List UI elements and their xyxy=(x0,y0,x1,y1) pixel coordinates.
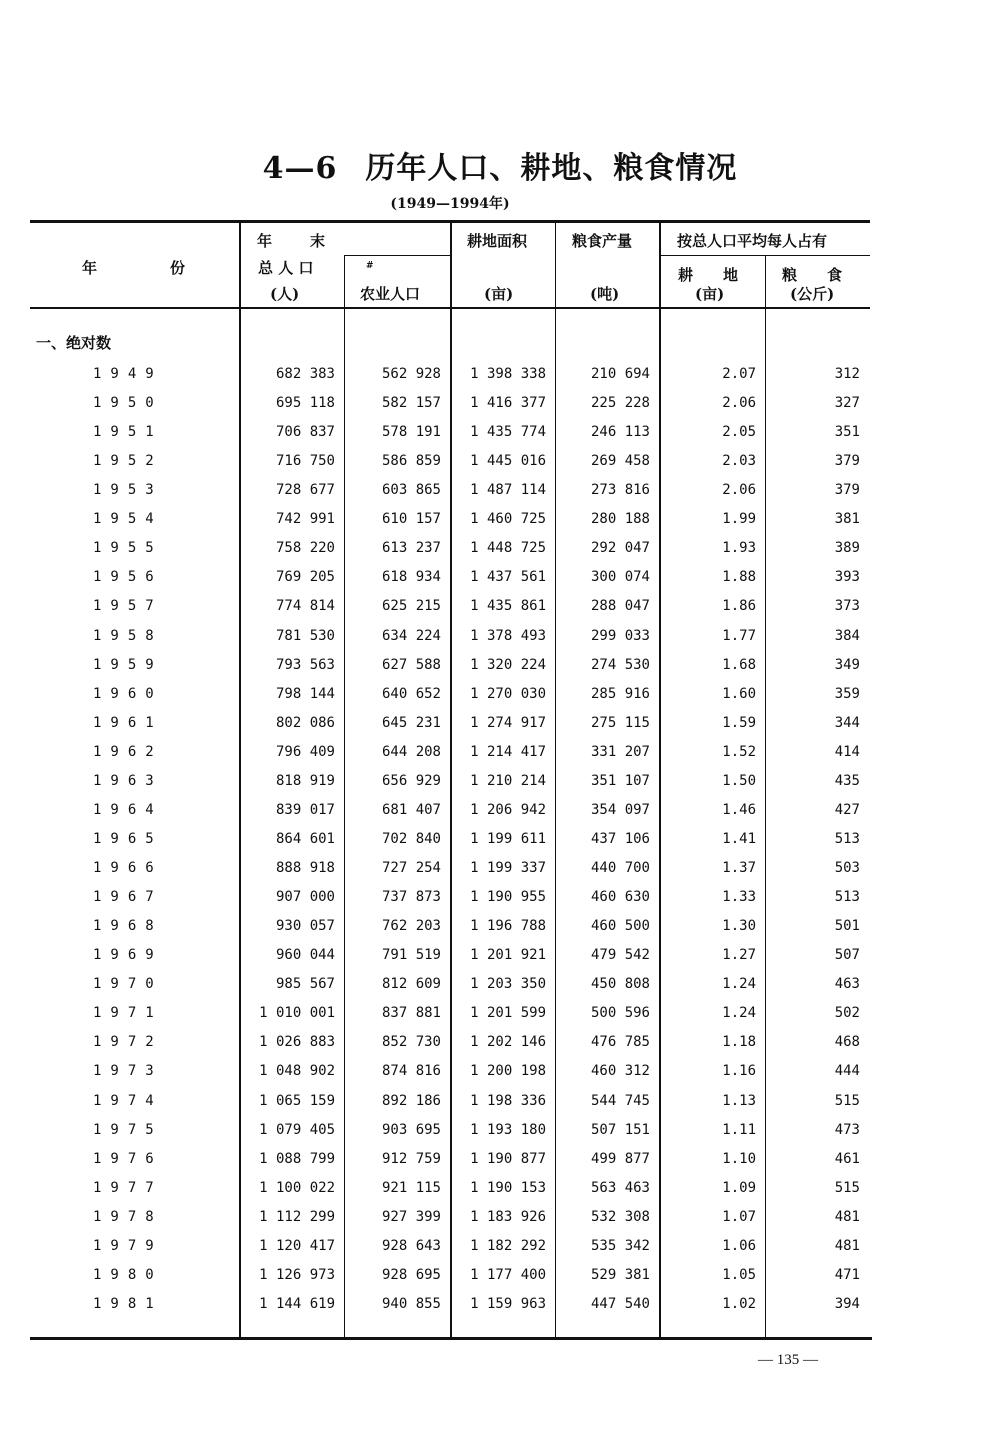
year-cell: 1963 xyxy=(93,772,163,789)
agri-pop-cell: 892 186 xyxy=(381,1092,441,1109)
grain-per-capita-cell: 384 xyxy=(834,627,860,644)
total-pop-cell: 1 144 619 xyxy=(259,1295,335,1312)
grain-per-capita-cell: 414 xyxy=(834,743,860,760)
land-area-cell: 1 435 774 xyxy=(470,424,546,441)
agri-pop-cell: 940 855 xyxy=(381,1295,441,1312)
land-per-capita-cell: 1.24 xyxy=(722,976,756,993)
grain-per-capita-cell: 351 xyxy=(834,424,860,441)
agri-pop-cell: 625 215 xyxy=(381,598,441,615)
land-area-cell: 1 201 599 xyxy=(470,1005,546,1022)
land-per-capita-cell: 1.30 xyxy=(722,918,756,935)
grain-output-cell: 460 500 xyxy=(590,918,650,935)
grain-output-cell: 529 381 xyxy=(590,1266,650,1283)
grain-per-capita-cell: 379 xyxy=(834,453,860,470)
agri-pop-cell: 627 588 xyxy=(381,656,441,673)
grain-output-cell: 246 113 xyxy=(590,424,650,441)
header-total-pop-unit: (人) xyxy=(270,285,300,303)
agri-pop-cell: 921 115 xyxy=(381,1179,441,1196)
agri-pop-cell: 927 399 xyxy=(381,1208,441,1225)
grain-output-cell: 280 188 xyxy=(590,511,650,528)
land-per-capita-cell: 1.41 xyxy=(722,830,756,847)
land-area-cell: 1 199 337 xyxy=(470,860,546,877)
agri-pop-cell: 928 643 xyxy=(381,1237,441,1254)
land-area-cell: 1 159 963 xyxy=(470,1295,546,1312)
year-cell: 1973 xyxy=(93,1063,163,1080)
year-cell: 1970 xyxy=(93,976,163,993)
agri-pop-cell: 618 934 xyxy=(381,569,441,586)
year-cell: 1981 xyxy=(93,1295,163,1312)
agri-pop-cell: 640 652 xyxy=(381,685,441,702)
grain-per-capita-cell: 373 xyxy=(834,598,860,615)
land-per-capita-cell: 2.05 xyxy=(722,424,756,441)
grain-per-capita-cell: 515 xyxy=(834,1179,860,1196)
agri-pop-cell: 837 881 xyxy=(381,1005,441,1022)
total-pop-cell: 1 088 799 xyxy=(259,1150,335,1167)
header-land-pc: 耕 地 xyxy=(678,266,739,284)
grain-per-capita-cell: 444 xyxy=(834,1063,860,1080)
grain-output-cell: 479 542 xyxy=(590,947,650,964)
agri-pop-cell: 603 865 xyxy=(381,482,441,499)
grain-output-cell: 331 207 xyxy=(590,743,650,760)
grain-per-capita-cell: 502 xyxy=(834,1005,860,1022)
land-area-cell: 1 378 493 xyxy=(470,627,546,644)
grain-output-cell: 269 458 xyxy=(590,453,650,470)
agri-pop-cell: 727 254 xyxy=(381,860,441,877)
total-pop-cell: 742 991 xyxy=(275,511,335,528)
grain-output-cell: 299 033 xyxy=(590,627,650,644)
total-pop-cell: 1 026 883 xyxy=(259,1034,335,1051)
total-pop-cell: 1 126 973 xyxy=(259,1266,335,1283)
land-area-cell: 1 460 725 xyxy=(470,511,546,528)
agri-pop-cell: 645 231 xyxy=(381,714,441,731)
grain-per-capita-cell: 463 xyxy=(834,976,860,993)
total-pop-cell: 960 044 xyxy=(275,947,335,964)
grain-per-capita-cell: 427 xyxy=(834,801,860,818)
total-pop-cell: 907 000 xyxy=(275,889,335,906)
total-pop-cell: 798 144 xyxy=(275,685,335,702)
grain-per-capita-cell: 481 xyxy=(834,1208,860,1225)
agri-pop-cell: 852 730 xyxy=(381,1034,441,1051)
agri-pop-cell: 737 873 xyxy=(381,889,441,906)
year-cell: 1967 xyxy=(93,889,163,906)
total-pop-cell: 793 563 xyxy=(275,656,335,673)
land-per-capita-cell: 1.02 xyxy=(722,1295,756,1312)
grain-output-cell: 273 816 xyxy=(590,482,650,499)
grain-per-capita-cell: 381 xyxy=(834,511,860,528)
grain-per-capita-cell: 471 xyxy=(834,1266,860,1283)
year-cell: 1979 xyxy=(93,1237,163,1254)
agri-pop-cell: 928 695 xyxy=(381,1266,441,1283)
grain-output-cell: 292 047 xyxy=(590,540,650,557)
header-year-end-char2: 末 xyxy=(310,232,326,250)
grain-per-capita-cell: 513 xyxy=(834,830,860,847)
grain-per-capita-cell: 468 xyxy=(834,1034,860,1051)
land-area-cell: 1 201 921 xyxy=(470,947,546,964)
agri-pop-cell: 874 816 xyxy=(381,1063,441,1080)
land-per-capita-cell: 1.99 xyxy=(722,511,756,528)
grain-output-cell: 288 047 xyxy=(590,598,650,615)
header-land-unit: (亩) xyxy=(484,285,514,303)
grain-output-cell: 300 074 xyxy=(590,569,650,586)
total-pop-cell: 796 409 xyxy=(275,743,335,760)
year-cell: 1961 xyxy=(93,714,163,731)
header-grain-unit: (吨) xyxy=(590,285,620,303)
grain-output-cell: 460 312 xyxy=(590,1063,650,1080)
year-cell: 1955 xyxy=(93,540,163,557)
land-per-capita-cell: 1.50 xyxy=(722,772,756,789)
total-pop-cell: 802 086 xyxy=(275,714,335,731)
grain-output-cell: 225 228 xyxy=(590,395,650,412)
year-cell: 1953 xyxy=(93,482,163,499)
land-per-capita-cell: 1.88 xyxy=(722,569,756,586)
land-per-capita-cell: 1.11 xyxy=(722,1121,756,1138)
land-per-capita-cell: 2.06 xyxy=(722,482,756,499)
page-number: — 135 — xyxy=(758,1352,818,1368)
land-area-cell: 1 199 611 xyxy=(470,830,546,847)
land-area-cell: 1 183 926 xyxy=(470,1208,546,1225)
total-pop-cell: 781 530 xyxy=(275,627,335,644)
land-per-capita-cell: 1.60 xyxy=(722,685,756,702)
section-label: 一、绝对数 xyxy=(36,334,112,352)
land-per-capita-cell: 1.24 xyxy=(722,1005,756,1022)
agri-pop-cell: 656 929 xyxy=(381,772,441,789)
land-area-cell: 1 214 417 xyxy=(470,743,546,760)
grain-per-capita-cell: 389 xyxy=(834,540,860,557)
agri-pop-cell: 586 859 xyxy=(381,453,441,470)
land-per-capita-cell: 1.27 xyxy=(722,947,756,964)
year-cell: 1962 xyxy=(93,743,163,760)
year-cell: 1957 xyxy=(93,598,163,615)
land-per-capita-cell: 2.07 xyxy=(722,366,756,382)
land-area-cell: 1 198 336 xyxy=(470,1092,546,1109)
year-cell: 1956 xyxy=(93,569,163,586)
land-per-capita-cell: 2.03 xyxy=(722,453,756,470)
grain-per-capita-cell: 379 xyxy=(834,482,860,499)
grain-output-cell: 532 308 xyxy=(590,1208,650,1225)
land-area-cell: 1 274 917 xyxy=(470,714,546,731)
grain-output-cell: 476 785 xyxy=(590,1034,650,1051)
total-pop-cell: 930 057 xyxy=(275,918,335,935)
grain-output-cell: 354 097 xyxy=(590,801,650,818)
grain-per-capita-cell: 507 xyxy=(834,947,860,964)
land-per-capita-cell: 1.37 xyxy=(722,860,756,877)
land-area-cell: 1 190 877 xyxy=(470,1150,546,1167)
total-pop-cell: 839 017 xyxy=(275,801,335,818)
header-year-char2: 份 xyxy=(170,259,186,277)
year-cell: 1964 xyxy=(93,801,163,818)
grain-per-capita-cell: 344 xyxy=(834,714,860,731)
grain-output-cell: 274 530 xyxy=(590,656,650,673)
grain-output-cell: 440 700 xyxy=(590,860,650,877)
header-year-char1: 年 xyxy=(82,259,98,277)
table-title: 历年人口、耕地、粮食情况 xyxy=(365,151,738,186)
grain-output-cell: 437 106 xyxy=(590,830,650,847)
land-per-capita-cell: 1.46 xyxy=(722,801,756,818)
land-area-cell: 1 190 153 xyxy=(470,1179,546,1196)
agri-pop-cell: 582 157 xyxy=(381,395,441,412)
agri-pop-cell: 634 224 xyxy=(381,627,441,644)
grain-output-cell: 275 115 xyxy=(590,714,650,731)
land-per-capita-cell: 1.09 xyxy=(722,1179,756,1196)
land-area-cell: 1 210 214 xyxy=(470,772,546,789)
year-cell: 1951 xyxy=(93,424,163,441)
total-pop-cell: 695 118 xyxy=(275,395,335,412)
header-total-pop: 总 人 口 xyxy=(258,259,314,277)
land-area-cell: 1 445 016 xyxy=(470,453,546,470)
agri-pop-cell: 610 157 xyxy=(381,511,441,528)
grain-per-capita-cell: 312 xyxy=(834,366,860,382)
land-per-capita-cell: 1.10 xyxy=(722,1150,756,1167)
grain-output-cell: 210 694 xyxy=(590,366,650,382)
agri-pop-cell: 613 237 xyxy=(381,540,441,557)
bottom-rule xyxy=(30,1337,872,1340)
page-title xyxy=(0,143,1000,187)
grain-output-cell: 285 916 xyxy=(590,685,650,702)
grain-per-capita-cell: 473 xyxy=(834,1121,860,1138)
total-pop-cell: 985 567 xyxy=(275,976,335,993)
land-area-cell: 1 177 400 xyxy=(470,1266,546,1283)
header-grain-output: 粮食产量 xyxy=(572,232,633,250)
year-cell: 1972 xyxy=(93,1034,163,1051)
land-area-cell: 1 206 942 xyxy=(470,801,546,818)
total-pop-cell: 716 750 xyxy=(275,453,335,470)
land-per-capita-cell: 1.77 xyxy=(722,627,756,644)
year-cell: 1966 xyxy=(93,860,163,877)
total-pop-cell: 682 383 xyxy=(275,366,335,382)
land-area-cell: 1 196 788 xyxy=(470,918,546,935)
total-pop-cell: 769 205 xyxy=(275,569,335,586)
land-per-capita-cell: 1.16 xyxy=(722,1063,756,1080)
grain-per-capita-cell: 481 xyxy=(834,1237,860,1254)
land-area-cell: 1 190 955 xyxy=(470,889,546,906)
agri-pop-cell: 681 407 xyxy=(381,801,441,818)
header-agri-mark: # xyxy=(366,261,374,271)
year-cell: 1980 xyxy=(93,1266,163,1283)
table-number: 4—6 xyxy=(262,151,338,186)
year-cell: 1974 xyxy=(93,1092,163,1109)
year-cell: 1975 xyxy=(93,1121,163,1138)
grain-per-capita-cell: 394 xyxy=(834,1295,860,1312)
land-per-capita-cell: 1.68 xyxy=(722,656,756,673)
land-per-capita-cell: 1.33 xyxy=(722,889,756,906)
year-cell: 1954 xyxy=(93,511,163,528)
agri-pop-cell: 702 840 xyxy=(381,830,441,847)
header-grain-pc-unit: (公斤) xyxy=(790,285,835,303)
grain-output-cell: 447 540 xyxy=(590,1295,650,1312)
grain-output-cell: 507 151 xyxy=(590,1121,650,1138)
header-grain-pc: 粮 食 xyxy=(782,266,843,284)
land-area-cell: 1 270 030 xyxy=(470,685,546,702)
land-area-cell: 1 182 292 xyxy=(470,1237,546,1254)
total-pop-cell: 864 601 xyxy=(275,830,335,847)
year-cell: 1977 xyxy=(93,1179,163,1196)
grain-output-cell: 450 808 xyxy=(590,976,650,993)
land-per-capita-cell: 1.86 xyxy=(722,598,756,615)
total-pop-cell: 1 065 159 xyxy=(259,1092,335,1109)
year-cell: 1959 xyxy=(93,656,163,673)
land-per-capita-cell: 1.59 xyxy=(722,714,756,731)
land-area-cell: 1 203 350 xyxy=(470,976,546,993)
year-cell: 1971 xyxy=(93,1005,163,1022)
year-cell: 1965 xyxy=(93,830,163,847)
land-per-capita-cell: 1.06 xyxy=(722,1237,756,1254)
agri-pop-cell: 562 928 xyxy=(381,366,441,382)
land-per-capita-cell: 1.05 xyxy=(722,1266,756,1283)
grain-output-cell: 535 342 xyxy=(590,1237,650,1254)
land-area-cell: 1 200 198 xyxy=(470,1063,546,1080)
agri-pop-cell: 762 203 xyxy=(381,918,441,935)
grain-output-cell: 499 877 xyxy=(590,1150,650,1167)
land-per-capita-cell: 1.93 xyxy=(722,540,756,557)
total-pop-cell: 758 220 xyxy=(275,540,335,557)
year-cell: 1968 xyxy=(93,918,163,935)
subtitle: (1949—1994年) xyxy=(390,196,510,212)
header-agri-pop: 农业人口 xyxy=(360,285,421,303)
header-land-area: 耕地面积 xyxy=(467,232,528,250)
year-cell: 1976 xyxy=(93,1150,163,1167)
year-cell: 1949 xyxy=(93,366,163,382)
year-end-underline xyxy=(345,255,451,256)
total-pop-cell: 1 100 022 xyxy=(259,1179,335,1196)
header-per-capita: 按总人口平均每人占有 xyxy=(677,232,828,250)
grain-per-capita-cell: 327 xyxy=(834,395,860,412)
grain-per-capita-cell: 503 xyxy=(834,860,860,877)
grain-output-cell: 500 596 xyxy=(590,1005,650,1022)
grain-per-capita-cell: 393 xyxy=(834,569,860,586)
agri-pop-cell: 812 609 xyxy=(381,976,441,993)
grain-output-cell: 563 463 xyxy=(590,1179,650,1196)
land-per-capita-cell: 1.18 xyxy=(722,1034,756,1051)
grain-output-cell: 460 630 xyxy=(590,889,650,906)
land-per-capita-cell: 2.06 xyxy=(722,395,756,412)
grain-output-cell: 544 745 xyxy=(590,1092,650,1109)
year-cell: 1969 xyxy=(93,947,163,964)
total-pop-cell: 1 079 405 xyxy=(259,1121,335,1138)
agri-pop-cell: 791 519 xyxy=(381,947,441,964)
grain-per-capita-cell: 501 xyxy=(834,918,860,935)
year-cell: 1958 xyxy=(93,627,163,644)
land-area-cell: 1 437 561 xyxy=(470,569,546,586)
total-pop-cell: 818 919 xyxy=(275,772,335,789)
land-area-cell: 1 416 377 xyxy=(470,395,546,412)
total-pop-cell: 774 814 xyxy=(275,598,335,615)
total-pop-cell: 1 112 299 xyxy=(259,1208,335,1225)
land-area-cell: 1 202 146 xyxy=(470,1034,546,1051)
total-pop-cell: 728 677 xyxy=(275,482,335,499)
agri-pop-cell: 912 759 xyxy=(381,1150,441,1167)
year-cell: 1952 xyxy=(93,453,163,470)
grain-per-capita-cell: 515 xyxy=(834,1092,860,1109)
land-area-cell: 1 193 180 xyxy=(470,1121,546,1138)
year-cell: 1950 xyxy=(93,395,163,412)
header-year-end-char1: 年 xyxy=(257,232,273,250)
agri-pop-cell: 644 208 xyxy=(381,743,441,760)
total-pop-cell: 706 837 xyxy=(275,424,335,441)
header-land-pc-unit: (亩) xyxy=(695,285,725,303)
year-cell: 1960 xyxy=(93,685,163,702)
grain-per-capita-cell: 461 xyxy=(834,1150,860,1167)
total-pop-cell: 1 048 902 xyxy=(259,1063,335,1080)
grain-per-capita-cell: 359 xyxy=(834,685,860,702)
total-pop-cell: 888 918 xyxy=(275,860,335,877)
land-per-capita-cell: 1.13 xyxy=(722,1092,756,1109)
total-pop-cell: 1 120 417 xyxy=(259,1237,335,1254)
grain-per-capita-cell: 513 xyxy=(834,889,860,906)
grain-per-capita-cell: 349 xyxy=(834,656,860,673)
land-per-capita-cell: 1.07 xyxy=(722,1208,756,1225)
year-cell: 1978 xyxy=(93,1208,163,1225)
grain-output-cell: 351 107 xyxy=(590,772,650,789)
land-area-cell: 1 320 224 xyxy=(470,656,546,673)
land-per-capita-cell: 1.52 xyxy=(722,743,756,760)
land-area-cell: 1 435 861 xyxy=(470,598,546,615)
agri-pop-cell: 903 695 xyxy=(381,1121,441,1138)
grain-per-capita-cell: 435 xyxy=(834,772,860,789)
total-pop-cell: 1 010 001 xyxy=(259,1005,335,1022)
land-area-cell: 1 398 338 xyxy=(470,366,546,382)
agri-pop-cell: 578 191 xyxy=(381,424,441,441)
land-area-cell: 1 487 114 xyxy=(470,482,546,499)
land-area-cell: 1 448 725 xyxy=(470,540,546,557)
